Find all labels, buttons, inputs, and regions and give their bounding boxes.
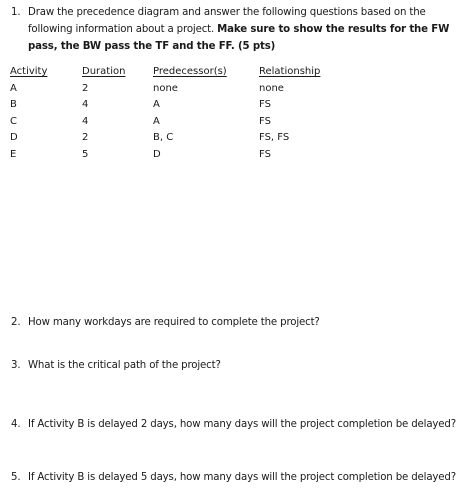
question-1-number: 1. bbox=[11, 7, 21, 18]
question-5 bbox=[11, 469, 456, 486]
table-cell-activity: D bbox=[10, 132, 18, 143]
question-5-number: 5. bbox=[11, 472, 21, 483]
question-1-text bbox=[11, 4, 471, 55]
question-1-bold-text: Make sure to show the results for the FW pass, the BW pass the TF and the FF. (5 pts) bbox=[28, 24, 450, 52]
table-cell-predecessors: B, C bbox=[153, 132, 174, 143]
table-cell-duration: 4 bbox=[82, 115, 89, 127]
table-cell-relationship: FS, FS bbox=[259, 132, 290, 143]
table-cell-predecessors: D bbox=[153, 148, 161, 160]
header-activity: Activity bbox=[10, 66, 48, 77]
question-2-number: 2. bbox=[11, 317, 21, 328]
header-predecessors: Predecessor(s) bbox=[153, 66, 227, 77]
header-duration: Duration bbox=[82, 66, 126, 77]
question-3-number: 3. bbox=[11, 360, 21, 371]
table-cell-predecessors: A bbox=[153, 99, 160, 110]
header-relationship: Relationship bbox=[259, 66, 321, 77]
table-cell-activity: E bbox=[10, 148, 17, 160]
table-cell-relationship: FS bbox=[259, 115, 271, 127]
question-3 bbox=[11, 357, 221, 374]
question-4-text: If Activity B is delayed 2 days, how many days will the project completion be delayed? bbox=[28, 419, 456, 430]
table-cell-predecessors: A bbox=[153, 115, 160, 127]
table-cell-duration: 2 bbox=[82, 82, 89, 94]
table-cell-relationship: FS bbox=[259, 99, 271, 110]
question-4-number: 4. bbox=[11, 419, 21, 430]
table-cell-relationship: FS bbox=[259, 148, 271, 160]
table-cell-activity: B bbox=[10, 99, 17, 110]
question-4 bbox=[11, 416, 456, 433]
question-5-text: If Activity B is delayed 5 days, how many days will the project completion be delayed? bbox=[28, 472, 456, 483]
table-cell-activity: C bbox=[10, 115, 17, 127]
table-cell-activity: A bbox=[10, 82, 17, 94]
table-cell-predecessors: none bbox=[153, 82, 178, 94]
question-2 bbox=[11, 314, 320, 331]
question-3-text: What is the critical path of the project? bbox=[28, 360, 221, 371]
question-2-text: How many workdays are required to complete the project? bbox=[28, 317, 320, 328]
table-cell-duration: 4 bbox=[82, 99, 89, 110]
question-1-plain-text: Draw the precedence diagram and answer the following questions based on the following information about a project. bbox=[28, 7, 426, 35]
question-1 bbox=[11, 4, 471, 55]
table-cell-relationship: none bbox=[259, 82, 284, 94]
table-cell-duration: 5 bbox=[82, 148, 89, 160]
table-cell-duration: 2 bbox=[82, 132, 89, 143]
